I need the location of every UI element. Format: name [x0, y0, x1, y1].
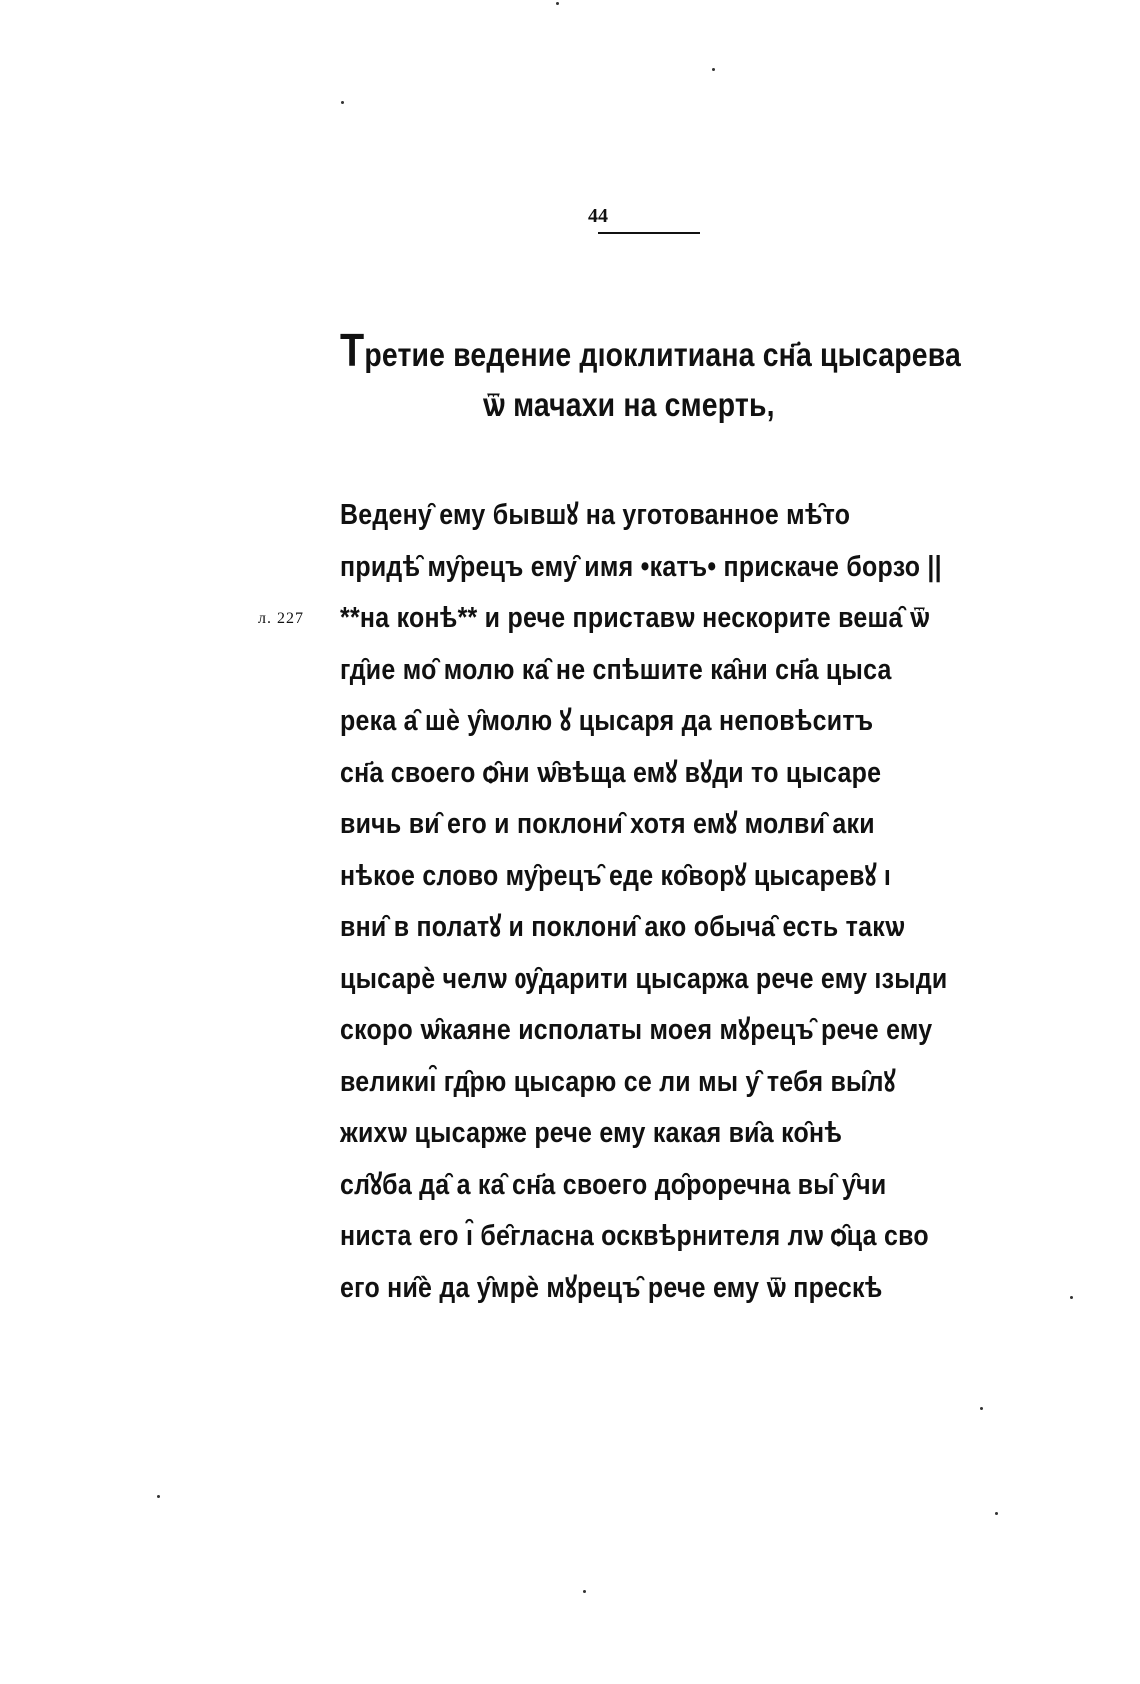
scan-speck: [583, 1590, 586, 1593]
body-line: цысарѐ челѡ ѹ̑дарити цысаржа рече ему ıзыди: [340, 962, 948, 995]
body-line: ниста его ı̑ бе̑гласна осквѣрнителя лѡ ѻ̑ца сво: [340, 1220, 929, 1252]
body-line: река а̑ шѐ у̑молю ꙋ цысаря да неповѣситъ: [340, 705, 874, 737]
heading-line-1: [340, 324, 961, 380]
page-number-rule: [598, 232, 700, 234]
scan-speck: [556, 2, 559, 5]
body-line: вичь ви̑ его и поклони̑ хотя емꙋ молви̑ аки: [340, 808, 875, 840]
body-line: придѣ̑ му̑рецъ ему̑ имя •катъ• прискаче борзо ||: [340, 550, 942, 583]
scan-speck: [1070, 1296, 1073, 1299]
scan-speck: [157, 1495, 160, 1498]
body-line: его ни̑ѐ да у̑мрѐ мꙋрецъ̑ рече ему ѿ прескѣ: [340, 1271, 883, 1304]
body-text: [340, 490, 948, 1314]
body-line: скоро ѡ̑каяне исполаты моея мꙋрецъ̑ рече ему: [340, 1014, 933, 1046]
scan-speck: [341, 101, 344, 104]
body-line: жихѡ цысарже рече ему какая ви̑а ко̑нѣ: [340, 1117, 843, 1149]
body-line: **на конѣ** и рече приставѡ нескорите веша̑ ѿ: [340, 602, 930, 634]
heading-drop-initial: Т: [340, 324, 365, 376]
body-line: сн҃а своего ѻ̑ни ѡ̑вѣща емꙋ вꙋди то цысаре: [340, 756, 882, 789]
scan-speck: [995, 1512, 998, 1515]
scan-speck: [980, 1407, 983, 1410]
body-line: нѣкое слово му̑рецъ̑ еде ко̑ворꙋ цысаревꙋ ı: [340, 859, 892, 892]
margin-folio-note: л. 227: [258, 610, 304, 627]
body-line: гд̑ие мо̑ молю ка̑ не спѣшите ка̑ни сн҃а цыса: [340, 653, 892, 686]
page-number: 44: [588, 205, 608, 227]
chapter-heading: [340, 324, 961, 430]
body-line: вни̑ в полатꙋ и поклони̑ ако обыча̑ есть такѡ: [340, 911, 905, 943]
body-line: великиı̑ гд̑рю цысарю се ли мы у̑ тебя вы̑лꙋ: [340, 1065, 896, 1098]
scan-speck: [712, 68, 715, 71]
body-line: сл̑ꙋба да̑ а ка̑ сн҃а своего до̑роречна вы̑ у̑чи: [340, 1168, 887, 1201]
heading-line-1-text: ретие ведение дıоклитиана сн҃а цысарева: [364, 336, 961, 373]
body-line: Ведену̑ ему бывшꙋ на уготованное мѣ̑то: [340, 499, 851, 531]
heading-line-2: ѿ мачахи на смерть,: [482, 386, 775, 423]
